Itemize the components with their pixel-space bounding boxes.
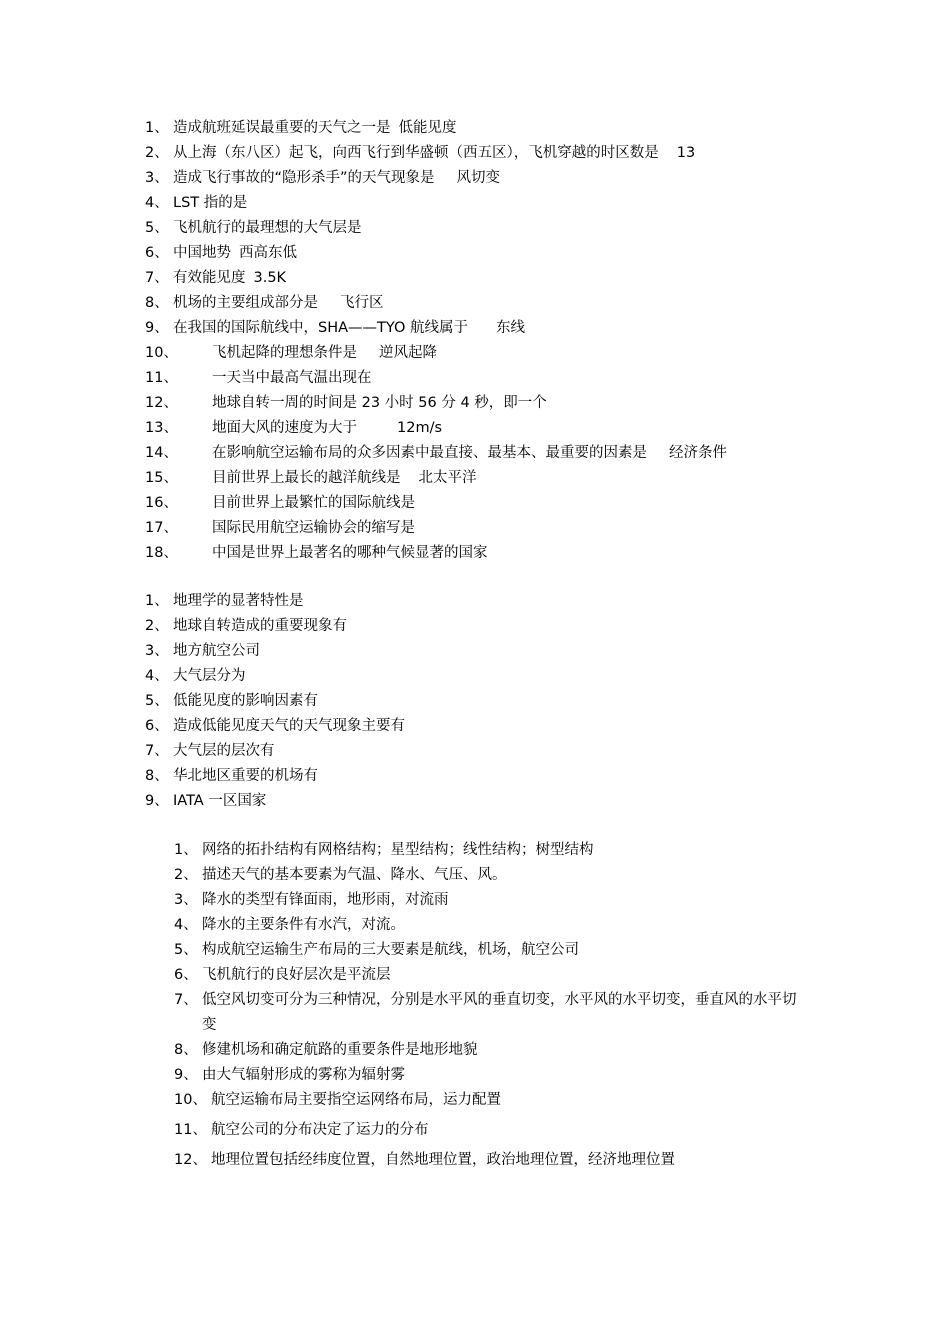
item-question: 降水的主要条件有水汽，对流。: [202, 917, 405, 933]
list-item: [174, 1148, 824, 1173]
list-item: [145, 516, 825, 541]
list-item: [145, 739, 825, 764]
item-question: 中国地势: [173, 245, 231, 261]
item-text: [173, 739, 275, 764]
item-question: 造成飞行事故的“隐形杀手”的天气现象是: [173, 170, 435, 186]
list-item: [145, 689, 825, 714]
list-item: [174, 888, 824, 913]
item-text: [173, 191, 247, 216]
item-number: 5、: [145, 693, 169, 709]
item-question: 大气层分为: [173, 668, 246, 684]
item-number: 12、: [174, 1152, 207, 1168]
item-text: [202, 838, 594, 863]
list-item: [145, 441, 825, 466]
list-item: [145, 216, 825, 241]
item-question: 一天当中最高气温出现在: [212, 370, 372, 386]
item-number: 13、: [145, 420, 178, 436]
list-item: [174, 963, 824, 988]
list-item: [145, 541, 825, 566]
item-text: [212, 466, 477, 491]
item-text: [173, 589, 304, 614]
item-number: 3、: [145, 170, 169, 186]
item-text: [202, 913, 405, 938]
item-text: [173, 141, 695, 166]
item-number: 8、: [145, 768, 169, 784]
item-question: 大气层的层次有: [173, 743, 275, 759]
answer-list: [174, 838, 824, 1173]
item-number: 2、: [174, 867, 198, 883]
list-item: [145, 789, 825, 814]
item-answer: 风切变: [456, 170, 501, 186]
list-item: [145, 664, 825, 689]
item-text: [173, 216, 362, 241]
item-number: 5、: [174, 942, 198, 958]
item-text: [202, 938, 579, 963]
item-number: 2、: [145, 145, 169, 161]
item-question: 在影响航空运输布局的众多因素中最直接、最基本、最重要的因素是: [212, 445, 647, 461]
item-question: 降水的类型有锋面雨，地形雨，对流雨: [202, 892, 449, 908]
item-text: [202, 988, 808, 1038]
item-question: 目前世界上最长的越洋航线是: [212, 470, 401, 486]
list-item: [145, 416, 825, 441]
item-text: [212, 366, 372, 391]
item-text: [212, 341, 437, 366]
item-text: [212, 541, 488, 566]
list-item: [174, 938, 824, 963]
list-item: [145, 116, 825, 141]
list-item: [145, 366, 825, 391]
item-question: 地方航空公司: [173, 643, 260, 659]
item-question: 网络的拓扑结构有网格结构；星型结构；线性结构；树型结构: [202, 842, 594, 858]
item-number: 5、: [145, 220, 169, 236]
list-item: [174, 1118, 824, 1143]
item-number: 11、: [174, 1122, 207, 1138]
item-question: 地球自转一周的时间是 23 小时 56 分 4 秒，即一个: [212, 395, 547, 411]
item-number: 15、: [145, 470, 178, 486]
item-number: 2、: [145, 618, 169, 634]
item-text: [173, 614, 347, 639]
item-number: 3、: [174, 892, 198, 908]
item-number: 6、: [174, 967, 198, 983]
question-list-fill-in: [145, 116, 825, 566]
item-question: 中国是世界上最著名的哪种气候显著的国家: [212, 545, 488, 561]
item-text: [211, 1118, 429, 1143]
item-question: 地球自转造成的重要现象有: [173, 618, 347, 634]
item-question: 构成航空运输生产布局的三大要素是航线，机场，航空公司: [202, 942, 579, 958]
item-question: 造成航班延误最重要的天气之一是: [173, 120, 391, 136]
item-question: IATA 一区国家: [173, 793, 267, 809]
item-text: [212, 441, 727, 466]
list-item: [145, 491, 825, 516]
item-text: [173, 316, 525, 341]
item-question: 地面大风的速度为大于: [212, 420, 357, 436]
item-text: [173, 291, 384, 316]
item-question: 飞机起降的理想条件是: [212, 345, 357, 361]
item-number: 1、: [145, 120, 169, 136]
item-number: 1、: [145, 593, 169, 609]
item-answer: 低能见度: [398, 120, 457, 136]
list-item: [174, 913, 824, 938]
list-item: [145, 466, 825, 491]
item-question: 航空运输布局主要指空运网络布局，运力配置: [211, 1092, 501, 1108]
item-text: [173, 664, 246, 689]
item-text: [173, 789, 266, 814]
item-question: 在我国的国际航线中，SHA——TYO 航线属于: [173, 320, 468, 336]
list-item: [174, 1063, 824, 1088]
item-question: 低空风切变可分为三种情况，分别是水平风的垂直切变，水平风的水平切变，垂直风的水平切变: [202, 992, 797, 1033]
item-question: 从上海（东八区）起飞，向西飞行到华盛顿（西五区），飞机穿越的时区数是: [173, 145, 659, 161]
item-answer: 北太平洋: [418, 470, 477, 486]
item-question: 飞机航行的最理想的大气层是: [173, 220, 362, 236]
item-number: 4、: [145, 195, 169, 211]
list-item: [145, 714, 825, 739]
item-text: [202, 863, 507, 888]
list-item: [145, 614, 825, 639]
question-list-short-answer: [145, 589, 825, 814]
item-question: 低能见度的影响因素有: [173, 693, 318, 709]
item-number: 10、: [145, 345, 178, 361]
item-answer: 经济条件: [669, 445, 727, 461]
item-number: 14、: [145, 445, 178, 461]
list-item: [145, 639, 825, 664]
item-number: 7、: [145, 743, 169, 759]
list-item: [145, 166, 825, 191]
list-item: [145, 241, 825, 266]
item-text: [212, 416, 442, 441]
item-question: 航空公司的分布决定了运力的分布: [211, 1122, 429, 1138]
item-number: 9、: [174, 1067, 198, 1083]
item-question: 有效能见度: [173, 270, 246, 286]
item-text: [173, 714, 405, 739]
item-number: 9、: [145, 793, 169, 809]
item-answer: 东线: [495, 320, 525, 336]
item-number: 8、: [145, 295, 169, 311]
item-number: 16、: [145, 495, 178, 511]
item-question: 描述天气的基本要素为气温、降水、气压、风。: [202, 867, 507, 883]
item-question: 机场的主要组成部分是: [173, 295, 318, 311]
item-text: [173, 241, 297, 266]
list-item: [174, 838, 824, 863]
list-item: [145, 391, 825, 416]
item-text: [212, 391, 547, 416]
item-text: [212, 516, 415, 541]
item-text: [173, 639, 260, 664]
item-number: 17、: [145, 520, 178, 536]
item-text: [211, 1148, 675, 1173]
list-item: [174, 1088, 824, 1113]
item-text: [202, 1063, 405, 1088]
item-question: 由大气辐射形成的雾称为辐射雾: [202, 1067, 405, 1083]
item-text: [173, 689, 318, 714]
list-item: [145, 141, 825, 166]
item-text: [202, 1038, 478, 1063]
item-number: 1、: [174, 842, 198, 858]
item-text: [173, 116, 457, 141]
list-item: [174, 1038, 824, 1063]
item-number: 6、: [145, 245, 169, 261]
item-number: 3、: [145, 643, 169, 659]
list-item: [174, 863, 824, 888]
item-question: 地理位置包括经纬度位置，自然地理位置，政治地理位置，经济地理位置: [211, 1152, 675, 1168]
list-item: [145, 191, 825, 216]
list-item: [145, 341, 825, 366]
item-number: 4、: [145, 668, 169, 684]
item-number: 7、: [174, 992, 198, 1008]
item-answer: 13: [676, 145, 696, 161]
item-number: 18、: [145, 545, 178, 561]
list-item: [145, 589, 825, 614]
list-item: [145, 291, 825, 316]
item-number: 8、: [174, 1042, 198, 1058]
item-answer: 西高东低: [239, 245, 297, 261]
item-number: 10、: [174, 1092, 207, 1108]
item-number: 6、: [145, 718, 169, 734]
item-text: [173, 764, 318, 789]
item-text: [173, 166, 500, 191]
item-question: 飞机航行的良好层次是平流层: [202, 967, 391, 983]
item-question: 修建机场和确定航路的重要条件是地形地貌: [202, 1042, 478, 1058]
item-number: 9、: [145, 320, 169, 336]
item-question: 地理学的显著特性是: [173, 593, 304, 609]
item-question: 造成低能见度天气的天气现象主要有: [173, 718, 405, 734]
item-text: [211, 1088, 501, 1113]
item-answer: 3.5K: [253, 270, 287, 286]
list-item: [145, 316, 825, 341]
item-question: 目前世界上最繁忙的国际航线是: [212, 495, 415, 511]
item-text: [202, 963, 391, 988]
list-item: [174, 988, 824, 1038]
item-text: [212, 491, 415, 516]
item-number: 11、: [145, 370, 178, 386]
list-item: [145, 266, 825, 291]
item-question: 国际民用航空运输协会的缩写是: [212, 520, 415, 536]
item-answer: 逆风起降: [379, 345, 437, 361]
list-item: [145, 764, 825, 789]
item-text: [202, 888, 449, 913]
item-answer: 12m/s: [397, 420, 443, 436]
item-number: 12、: [145, 395, 178, 411]
item-number: 7、: [145, 270, 169, 286]
item-question: LST 指的是: [173, 195, 248, 211]
item-text: [173, 266, 286, 291]
item-answer: 飞行区: [340, 295, 384, 311]
item-question: 华北地区重要的机场有: [173, 768, 318, 784]
item-number: 4、: [174, 917, 198, 933]
